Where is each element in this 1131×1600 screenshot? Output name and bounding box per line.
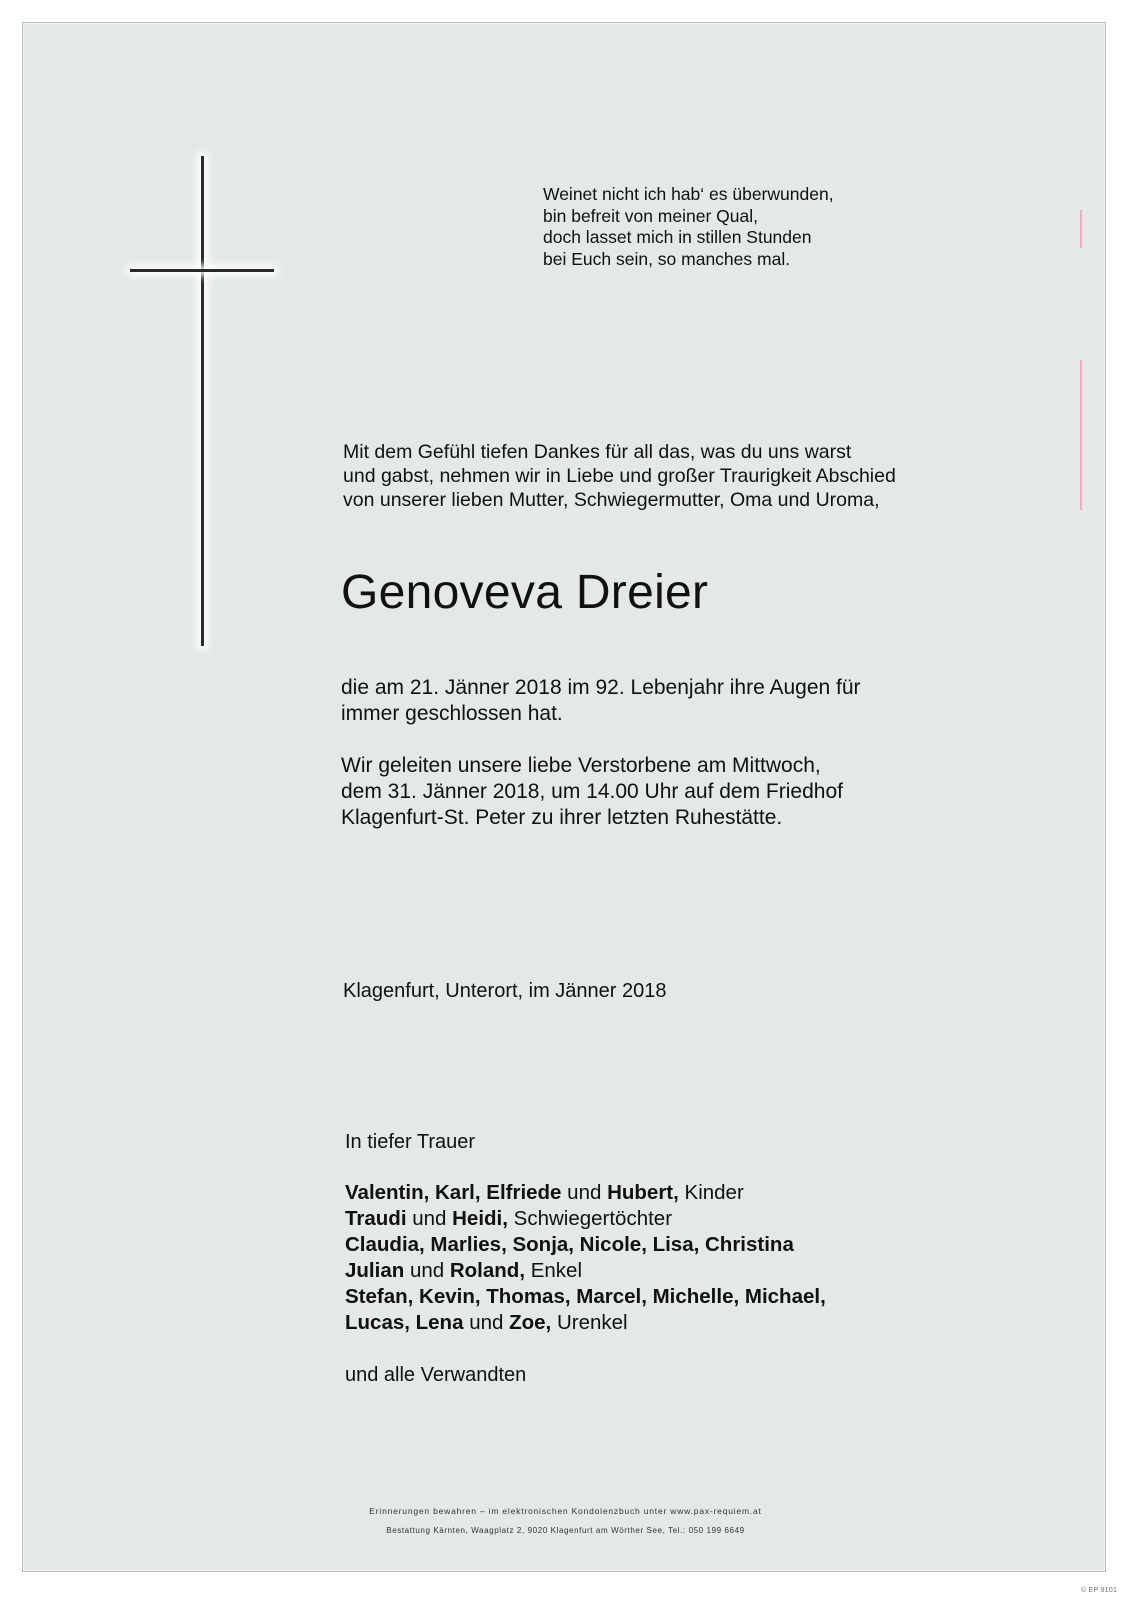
intro-text bbox=[343, 440, 896, 512]
mourners-row-daughters-in-law: Traudi und Heidi, Schwiegertöchter bbox=[345, 1207, 673, 1230]
funeral-line: Klagenfurt-St. Peter zu ihrer letzten Ruhestätte. bbox=[341, 806, 783, 829]
deceased-name: Genoveva Dreier bbox=[341, 566, 709, 619]
intro-line: von unserer lieben Mutter, Schwiegermutter, Oma und Uroma, bbox=[343, 489, 880, 511]
poem-line: Weinet nicht ich hab‘ es überwunden, bbox=[543, 184, 834, 204]
funeral-line: Wir geleiten unsere liebe Verstorbene am Mittwoch, bbox=[341, 754, 821, 777]
corner-code: © EP 9101 bbox=[1080, 1585, 1117, 1594]
footer-condolence-link: Erinnerungen bewahren – im elektronischen Kondolenzbuch unter www.pax-requiem.at bbox=[369, 1506, 762, 1516]
poem-line: doch lasset mich in stillen Stunden bbox=[543, 227, 812, 247]
cross-icon bbox=[130, 156, 274, 646]
edge-mark-bottom bbox=[1080, 360, 1082, 510]
poem-line: bei Euch sein, so manches mal. bbox=[543, 248, 791, 269]
death-notice-line: immer geschlossen hat. bbox=[341, 702, 563, 725]
place-date: Klagenfurt, Unterort, im Jänner 2018 bbox=[343, 980, 667, 1002]
mourners-row-grandchildren-a: Claudia, Marlies, Sonja, Nicole, Lisa, Christina bbox=[345, 1233, 794, 1256]
funeral-line: dem 31. Jänner 2018, um 14.00 Uhr auf dem Friedhof bbox=[341, 780, 843, 803]
mourners-row-great-grandchildren-b: Lucas, Lena und Zoe, Urenkel bbox=[345, 1311, 628, 1334]
footer-address: Bestattung Kärnten, Waagplatz 2, 9020 Klagenfurt am Wörther See, Tel.: 050 199 6649 bbox=[386, 1526, 745, 1535]
mourners-row-grandchildren-b: Julian und Roland, Enkel bbox=[345, 1259, 583, 1282]
intro-line: und gabst, nehmen wir in Liebe und großer Traurigkeit Abschied bbox=[343, 465, 896, 487]
relatives-line: und alle Verwandten bbox=[345, 1364, 527, 1386]
mourning-heading: In tiefer Trauer bbox=[345, 1131, 476, 1153]
edge-mark-top bbox=[1080, 210, 1082, 248]
mourners-list bbox=[345, 1180, 826, 1336]
mourners-row-great-grandchildren-a: Stefan, Kevin, Thomas, Marcel, Michelle, Michael, bbox=[345, 1285, 826, 1308]
poem bbox=[543, 184, 834, 270]
death-notice-line: die am 21. Jänner 2018 im 92. Lebenjahr ihre Augen für bbox=[341, 676, 861, 699]
cross-vertical-beam bbox=[201, 156, 204, 646]
cross-horizontal-beam bbox=[130, 269, 274, 272]
intro-line: Mit dem Gefühl tiefen Dankes für all das, was du uns warst bbox=[343, 441, 852, 463]
notice-text bbox=[341, 675, 861, 831]
poem-line: bin befreit von meiner Qual, bbox=[543, 205, 758, 226]
mourners-row-children: Valentin, Karl, Elfriede und Hubert, Kinder bbox=[345, 1181, 744, 1204]
